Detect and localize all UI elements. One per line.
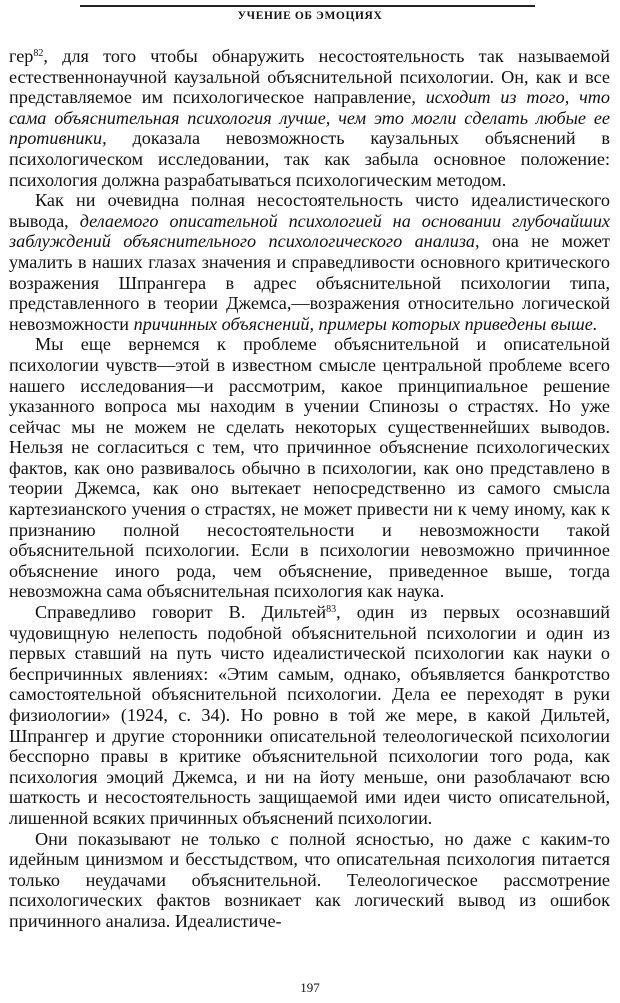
paragraph bbox=[9, 190, 610, 334]
page-number: 197 bbox=[300, 980, 320, 995]
footnote-ref: 83 bbox=[326, 604, 337, 616]
header-rule bbox=[80, 5, 535, 7]
text-segment: она не может умалить в наших глазах значения и справедливости основного критического возражения Шпрангера в адрес объяснительной психологии типа, представленного в теории Джемса,—возражения относительно логической невозможности bbox=[9, 231, 610, 334]
paragraph bbox=[9, 602, 610, 829]
text-segment: Справедливо говорит В. Дильтей bbox=[35, 602, 327, 623]
text-segment: гер bbox=[9, 46, 34, 66]
italic-segment: причинных объяснений, примеры которых приведены выше. bbox=[133, 313, 598, 334]
text-segment: , для того чтобы обнаружить несостоятельность так называемой естественнонаучной каузальной объяснительной психологии. Он, как и все представляемое им психологическое направление, bbox=[9, 46, 610, 108]
italic-segment: исходит из того, что сама объяснительная психология лучше, чем это могли сделать любые ее противники, bbox=[9, 87, 611, 149]
footnote-ref: 82 bbox=[33, 48, 44, 59]
text-segment: Они показывают не только с полной ясностью, но даже с каким-то идейным цинизмом и бесстыдством, что описательная психология питается только неудачами объяснительной. Телеологическое рассмотрение психологических фактов возникает как логический вывод из ошибок причинного анализа. Идеалистиче- bbox=[9, 828, 610, 931]
paragraph bbox=[9, 334, 610, 602]
italic-segment: делаемого описательной психологией на основании глубочайших заблуждений объяснительного психологического анализа, bbox=[9, 210, 610, 252]
text-segment: , один из первых осознавший чудовищную нелепость подобной объяснительной психологии и один из первых ставший на путь чисто идеалистической психологии как науки о беспричинных явлениях: «Этим самым, однако, объявляется банкротство самостоятельной объяснительной психологии. Дела ее переходят в руки физиологии» (1924, с. 34). Но ровно в той же мере, в какой Дильтей, Шпрангер и другие сторонники описательной телеологической психологии бесспорно правы в критике объяснительной психологии того рода, как психология эмоций Джемса, и ни на йоту меньше, они разоблачают всю шаткость и несостоятельность защищаемой ими идеи чисто описательной, лишенной всяких причинных объяснений психологии. bbox=[9, 602, 610, 828]
text-segment: Как ни очевидна полная несостоятельность чисто идеалистического вывода, bbox=[9, 190, 610, 231]
paragraph bbox=[9, 46, 610, 190]
paragraph bbox=[9, 829, 610, 932]
text-segment: Мы еще вернемся к проблеме объяснительной и описательной психологии чувств—этой в известном смысле центральной проблеме всего нашего исследования—и рассмотрим, какое принципиальное решение указанного вопроса мы находим в учении Спинозы о страстях. Но уже сейчас мы не можем не сделать некоторых существеннейших выводов. Нельзя не согласиться с тем, что причинное объяснение психологических фактов, как оно развивалось обычно в психологии, как оно представлено в теории Джемса, как оно вытекает непосредственно из самого смысла картезианского учения о страстях, не может привести ни к чему иному, как к признанию полной несостоятельности и невозможности такой объяснительной психологии. Если в психологии невозможно причинное объяснение иного рода, чем объяснение, приведенное выше, тогда невозможна сама объяснительная психология как наука. bbox=[9, 334, 610, 602]
running-title: УЧЕНИЕ ОБ ЭМОЦИЯХ bbox=[237, 10, 383, 22]
body-text bbox=[9, 46, 610, 932]
text-segment: доказала невозможность каузальных объяснений в психологическом исследовании, так как забыла основное положение: психология должна разрабатываться психологическим методом. bbox=[9, 128, 610, 190]
